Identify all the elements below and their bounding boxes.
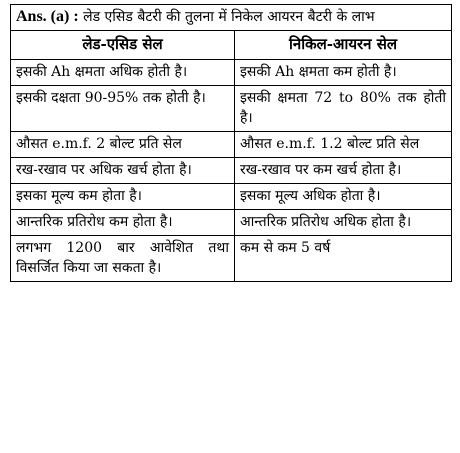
table-cell: रख-रखाव पर अधिक खर्च होता है।	[11, 158, 235, 184]
table-cell: इसका मूल्य अधिक होता है।	[235, 184, 452, 210]
table-cell: इसका मूल्य कम होता है।	[11, 184, 235, 210]
table-cell: औसत e.m.f. 2 बोल्ट प्रति सेल	[11, 132, 235, 158]
comparison-table	[10, 4, 452, 282]
table-cell: लगभग 1200 बार आवेशित तथा विसर्जित किया जा सकता है।	[11, 236, 235, 282]
table-row	[11, 184, 452, 210]
column-header-nickel-iron: निकिल-आयरन सेल	[235, 31, 452, 60]
column-header-lead-acid: लेड-एसिड सेल	[11, 31, 235, 60]
table-row	[11, 60, 452, 86]
document	[10, 4, 451, 282]
table-row	[11, 132, 452, 158]
table-cell: आन्तरिक प्रतिरोध अधिक होता है।	[235, 210, 452, 236]
table-cell: इसकी Ah क्षमता कम होती है।	[235, 60, 452, 86]
table-cell: इसकी दक्षता 90-95% तक होती है।	[11, 86, 235, 132]
table-cell: इसकी Ah क्षमता अधिक होती है।	[11, 60, 235, 86]
answer-heading	[11, 5, 452, 31]
table-row	[11, 86, 452, 132]
table-cell: इसकी क्षमता 72 to 80% तक होती है।	[235, 86, 452, 132]
table-cell: औसत e.m.f. 1.2 बोल्ट प्रति सेल	[235, 132, 452, 158]
title-row	[11, 5, 452, 31]
table-row	[11, 158, 452, 184]
table-cell: रख-रखाव पर कम खर्च होता है।	[235, 158, 452, 184]
header-row	[11, 31, 452, 60]
table-row	[11, 210, 452, 236]
answer-label: Ans. (a) :	[16, 8, 79, 25]
answer-heading-text: लेड एसिड बैटरी की तुलना में निकेल आयरन बैटरी के लाभ	[83, 9, 375, 25]
table-cell: कम से कम 5 वर्ष	[235, 236, 452, 282]
table-row	[11, 236, 452, 282]
table-cell: आन्तरिक प्रतिरोध कम होता है।	[11, 210, 235, 236]
